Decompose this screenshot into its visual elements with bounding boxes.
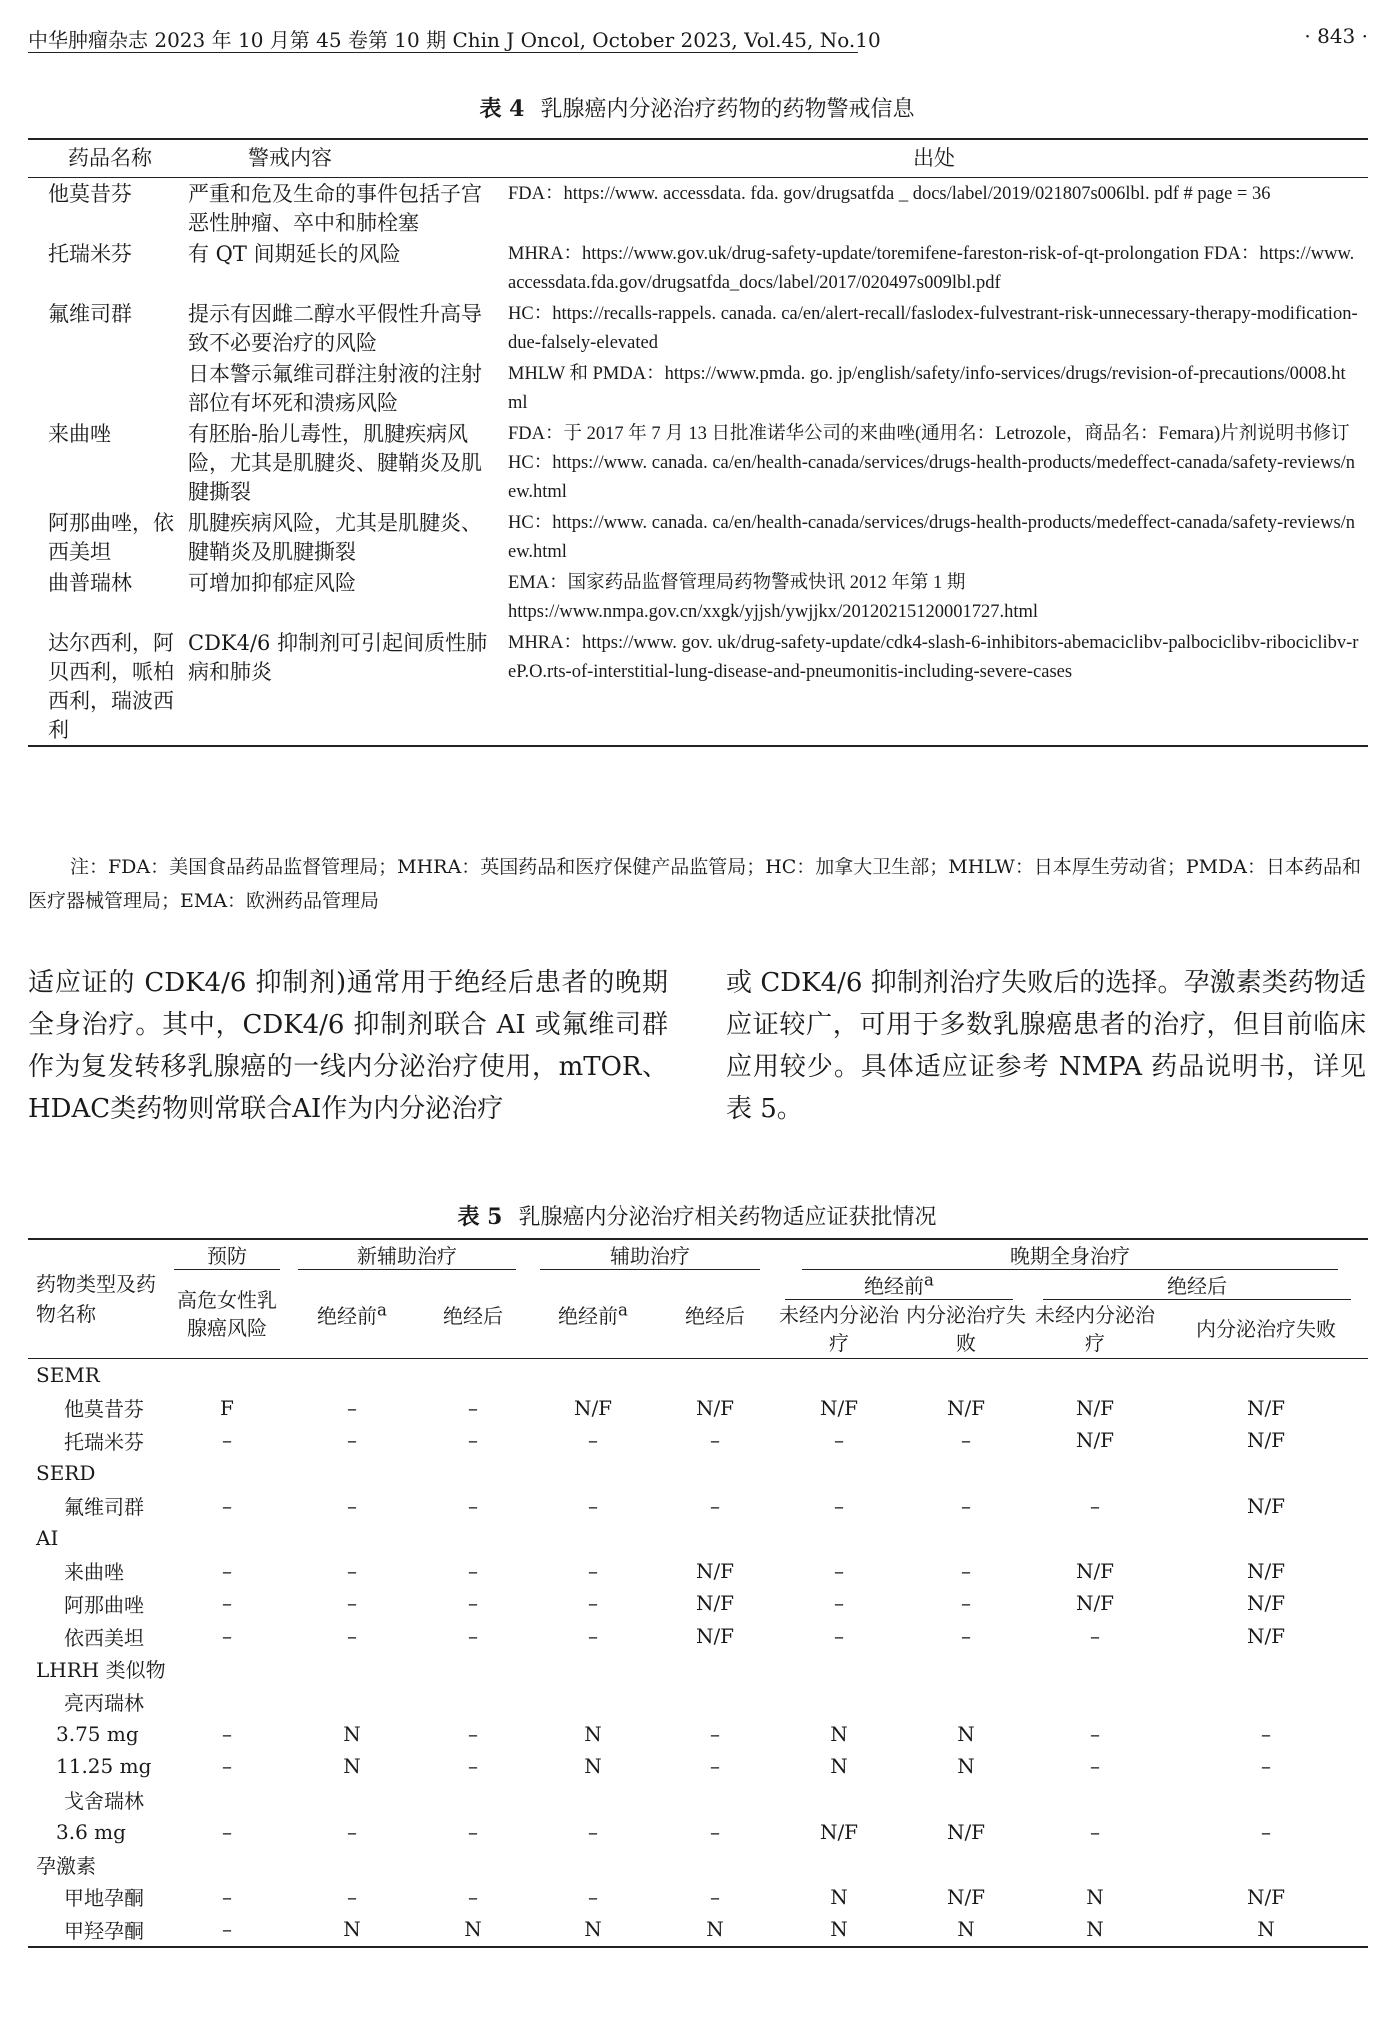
table5-value-cell: [906, 1848, 1026, 1881]
source-text: HC：https://recalls-rappels. canada. ca/en/alert-recall/faslodex-fulvestrant-risk-unnecessary-therapy-modification-due-falsely-elevated: [508, 304, 1358, 353]
table5-value-cell: N/F: [819, 1819, 859, 1844]
table5-value-cell: –: [347, 1591, 357, 1616]
table5-value-cell: N/F: [1246, 1395, 1286, 1420]
table5-value-cell: N: [957, 1917, 975, 1942]
warning-cell: 可增加抑郁症风险: [188, 571, 356, 595]
drug-name-cell: 阿那曲唑，依西美坦: [48, 511, 174, 564]
table5-value-cell: [658, 1359, 772, 1392]
table5-header-adj-pre-label: 绝经前: [558, 1303, 619, 1328]
journal-info: 中华肿瘤杂志 2023 年 10 月第 45 卷第 10 期 Chin J Oncol, October 2023, Vol.45, No.10: [28, 28, 881, 52]
source-text-secondary: HC：https://www. canada. ca/en/health-canada/services/drugs-health-products/medeffect-canada/safety-reviews/new.html: [508, 453, 1356, 502]
source-text: FDA：https://www. accessdata. fda. gov/drugsatfda _ docs/label/2019/021807s006lbl. pdf # page = 36: [508, 184, 1271, 204]
drug-name-cell: 氟维司群: [48, 302, 132, 326]
table5-value-cell: –: [347, 1493, 357, 1518]
table5-row: [28, 1489, 1368, 1522]
table5-header-adj-post: 绝经后: [685, 1303, 745, 1328]
table5-value-cell: N: [584, 1917, 602, 1942]
table5-value-cell: –: [710, 1754, 720, 1779]
table5-value-cell: –: [1090, 1721, 1100, 1746]
table5-value-cell: [418, 1652, 528, 1685]
table5-value-cell: [168, 1359, 286, 1392]
table5-row: [28, 1359, 1368, 1392]
table5-header-adj-pre-sup: a: [618, 1299, 628, 1319]
table4-header-row: [28, 139, 1368, 178]
table5-value-cell: [418, 1848, 528, 1881]
table5-value-cell: [168, 1652, 286, 1685]
table5-value-cell: –: [222, 1428, 232, 1453]
table5-label: 表 5: [457, 1204, 503, 1230]
source-cell: [508, 178, 1368, 239]
table5-value-cell: –: [588, 1819, 598, 1844]
drug-name-cell: 他莫昔芬: [48, 182, 132, 206]
table5-value-cell: –: [834, 1558, 844, 1583]
table5-value-cell: [168, 1685, 286, 1718]
table5-value-cell: –: [1090, 1624, 1100, 1649]
table5-value-cell: N/F: [695, 1624, 735, 1649]
table5-value-cell: N/F: [1246, 1428, 1286, 1453]
table4-row: [28, 567, 1368, 627]
table5-value-cell: [1026, 1522, 1164, 1555]
table5-value-cell: [906, 1359, 1026, 1392]
table5-value-cell: –: [468, 1884, 478, 1909]
table4-row: [28, 418, 1368, 507]
table5-row: [28, 1913, 1368, 1947]
table5-value-cell: –: [222, 1721, 232, 1746]
table5-drug-name: 3.75 mg: [56, 1721, 139, 1746]
table5-value-cell: [528, 1652, 658, 1685]
table5-value-cell: –: [222, 1493, 232, 1518]
table5-value-cell: –: [222, 1591, 232, 1616]
table5-value-cell: N: [830, 1754, 848, 1779]
table4-row: [28, 178, 1368, 239]
table5-value-cell: –: [710, 1721, 720, 1746]
table5-value-cell: –: [468, 1819, 478, 1844]
table5-value-cell: [1164, 1457, 1368, 1490]
table5-value-cell: N: [1086, 1917, 1104, 1942]
table5-value-cell: N/F: [946, 1819, 986, 1844]
source-cell: [508, 567, 1368, 627]
table5-value-cell: [772, 1783, 906, 1816]
table5-drug-name: 阿那曲唑: [64, 1592, 144, 1617]
table4-row: [28, 627, 1368, 746]
table5-value-cell: –: [710, 1493, 720, 1518]
table5-row: [28, 1620, 1368, 1653]
table5-drug-name: 亮丙瑞林: [64, 1690, 144, 1715]
table5-value-cell: N/F: [946, 1395, 986, 1420]
table4-row: [28, 507, 1368, 567]
table5-caption: [0, 1200, 1394, 1231]
table5-value-cell: –: [468, 1721, 478, 1746]
table5-value-cell: –: [834, 1493, 844, 1518]
table5-row: [28, 1750, 1368, 1783]
table5-value-cell: [168, 1457, 286, 1490]
table5-drug-name: 甲羟孕酮: [64, 1918, 144, 1943]
drug-name-cell: 来曲唑: [48, 422, 111, 446]
warning-cell: 有胚胎-胎儿毒性，肌腱疾病风险，尤其是肌腱炎、腱鞘炎及肌腱撕裂: [188, 422, 482, 504]
table5-value-cell: [906, 1783, 1026, 1816]
table5-value-cell: –: [468, 1395, 478, 1420]
table5-value-cell: [906, 1522, 1026, 1555]
source-cell: [508, 507, 1368, 567]
table5-drug-name: 托瑞米芬: [64, 1429, 144, 1454]
table5-value-cell: [528, 1685, 658, 1718]
source-cell: [508, 238, 1368, 298]
table5-value-cell: [658, 1848, 772, 1881]
warning-cell: 严重和危及生命的事件包括子宫恶性肿瘤、卒中和肺栓塞: [188, 182, 482, 235]
table5-value-cell: N/F: [819, 1395, 859, 1420]
table5-value-cell: –: [710, 1428, 720, 1453]
table5-value-cell: [418, 1359, 528, 1392]
table5-value-cell: N/F: [1075, 1558, 1115, 1583]
table5-header-neo-pre-label: 绝经前: [317, 1303, 378, 1328]
table5-value-cell: [1164, 1652, 1368, 1685]
table5-value-cell: –: [222, 1624, 232, 1649]
table5-value-cell: [658, 1457, 772, 1490]
source-cell: [508, 627, 1368, 746]
table5-value-cell: –: [588, 1493, 598, 1518]
table5-value-cell: –: [961, 1591, 971, 1616]
table5-value-cell: –: [834, 1624, 844, 1649]
table5-value-cell: N: [584, 1754, 602, 1779]
table4-header-drug: 药品名称: [68, 146, 152, 170]
source-text: MHRA：https://www. gov. uk/drug-safety-update/cdk4-slash-6-inhibitors-abemaciclibv-palbociclibv-ribociclibv-reP.O.rts-of-interstitial-lung-disease-and-pneumonitis-including-severe-cases: [508, 633, 1359, 682]
table5-header-neoadjuvant: [286, 1239, 528, 1270]
table5-value-cell: F: [220, 1395, 234, 1420]
table5-header-late-pre-label: 绝经前: [864, 1274, 925, 1298]
table5-value-cell: [528, 1783, 658, 1816]
drug-name-cell: [28, 358, 188, 418]
table5-value-cell: [1026, 1848, 1164, 1881]
source-text-secondary: https://www.nmpa.gov.cn/xxgk/yjjsh/ywjjkx/20120215120001727.html: [508, 602, 1038, 622]
table5-drug-name: LHRH 类似物: [36, 1658, 166, 1683]
table5-value-cell: –: [468, 1428, 478, 1453]
table5-value-cell: N/F: [1246, 1624, 1286, 1649]
table5: [28, 1238, 1368, 1948]
table5-value-cell: –: [347, 1558, 357, 1583]
table5-value-cell: [1164, 1685, 1368, 1718]
table5-header-advanced-label: 晚期全身治疗: [802, 1240, 1338, 1270]
table5-drug-name: 来曲唑: [64, 1560, 124, 1585]
table5-value-cell: –: [710, 1819, 720, 1844]
table5-value-cell: [286, 1685, 418, 1718]
table4-header-source: 出处: [913, 146, 955, 170]
table5-value-cell: [286, 1522, 418, 1555]
table5-header-late-post: [1026, 1270, 1368, 1300]
table5-value-cell: –: [468, 1493, 478, 1518]
table5-row: [28, 1652, 1368, 1685]
table5-header-highrisk: 高危女性乳腺癌风险: [177, 1288, 277, 1340]
table5-value-cell: [772, 1457, 906, 1490]
table5-header-late-post-label: 绝经后: [1043, 1270, 1351, 1300]
table5-value-cell: –: [347, 1624, 357, 1649]
table4-note: 注：FDA：美国食品药品监督管理局；MHRA：英国药品和医疗保健产品监管局；HC：加拿大卫生部；MHLW：日本厚生劳动省；PMDA：日本药品和医疗器械管理局；EMA：欧洲药品管理局: [28, 856, 1362, 912]
table5-value-cell: [1164, 1848, 1368, 1881]
warning-cell: 有 QT 间期延长的风险: [188, 242, 401, 266]
table5-value-cell: [168, 1783, 286, 1816]
table5-value-cell: N: [830, 1721, 848, 1746]
table5-header-adjuvant-label: 辅助治疗: [540, 1240, 760, 1270]
table5-value-cell: [658, 1783, 772, 1816]
table5-row: [28, 1522, 1368, 1555]
table5-value-cell: N: [706, 1917, 724, 1942]
table5-value-cell: N/F: [1246, 1884, 1286, 1909]
table5-title: 乳腺癌内分泌治疗相关药物适应证获批情况: [518, 1205, 937, 1230]
table5-value-cell: N/F: [695, 1591, 735, 1616]
source-text: FDA：于 2017 年 7 月 13 日批准诺华公司的来曲唑(通用名：Letrozole，商品名：Femara)片剂说明书修订: [508, 424, 1350, 444]
table5-value-cell: –: [468, 1624, 478, 1649]
table5-value-cell: [528, 1522, 658, 1555]
table5-row: [28, 1555, 1368, 1588]
table5-value-cell: –: [468, 1558, 478, 1583]
table5-drug-name: AI: [36, 1526, 59, 1551]
table5-value-cell: N/F: [695, 1395, 735, 1420]
table5-value-cell: [906, 1457, 1026, 1490]
table5-value-cell: –: [588, 1624, 598, 1649]
table5-row: [28, 1685, 1368, 1718]
table5-value-cell: N: [830, 1917, 848, 1942]
table5-header-neo-post: 绝经后: [443, 1303, 503, 1328]
table5-value-cell: –: [834, 1591, 844, 1616]
table5-header-neo-pre-sup: a: [377, 1299, 387, 1319]
table5-row: [28, 1718, 1368, 1751]
table5-value-cell: [772, 1685, 906, 1718]
table5-value-cell: N: [830, 1884, 848, 1909]
table5-header-post-fail: 内分泌治疗失败: [1196, 1317, 1336, 1341]
table5-value-cell: –: [710, 1884, 720, 1909]
table5-value-cell: N/F: [946, 1884, 986, 1909]
table5-value-cell: –: [961, 1428, 971, 1453]
table5-value-cell: N: [957, 1721, 975, 1746]
table5-value-cell: [286, 1457, 418, 1490]
table5-value-cell: –: [1090, 1754, 1100, 1779]
table5-row: [28, 1783, 1368, 1816]
table5-value-cell: –: [588, 1884, 598, 1909]
table5-value-cell: [286, 1652, 418, 1685]
table5-value-cell: [1164, 1522, 1368, 1555]
table5-value-cell: –: [222, 1917, 232, 1942]
table5-drug-name: 依西美坦: [64, 1625, 144, 1650]
table5-value-cell: –: [834, 1428, 844, 1453]
table5-value-cell: –: [1090, 1819, 1100, 1844]
table5-header-neoadjuvant-label: 新辅助治疗: [298, 1240, 516, 1270]
warning-cell: 肌腱疾病风险，尤其是肌腱炎、腱鞘炎及肌腱撕裂: [188, 511, 482, 564]
table4-row: [28, 238, 1368, 298]
table5-value-cell: N: [343, 1917, 361, 1942]
table5-value-cell: –: [222, 1819, 232, 1844]
table5-value-cell: [772, 1848, 906, 1881]
source-text: EMA：国家药品监督管理局药物警戒快讯 2012 年第 1 期: [508, 573, 966, 593]
table5-value-cell: [1026, 1457, 1164, 1490]
table5-value-cell: [658, 1652, 772, 1685]
table5-value-cell: [658, 1685, 772, 1718]
table4-row: [28, 358, 1368, 418]
table4-title: 乳腺癌内分泌治疗药物的药物警戒信息: [540, 97, 915, 122]
table5-drug-name: SEMR: [36, 1363, 100, 1388]
source-text: MHLW 和 PMDA：https://www.pmda. go. jp/english/safety/info-services/drugs/revision-of-precautions/0008.html: [508, 364, 1346, 413]
table5-value-cell: N/F: [1246, 1591, 1286, 1616]
table5-value-cell: N/F: [1075, 1591, 1115, 1616]
table5-row: [28, 1848, 1368, 1881]
table5-value-cell: N: [343, 1721, 361, 1746]
table5-value-cell: [168, 1848, 286, 1881]
table5-value-cell: [772, 1652, 906, 1685]
source-text: HC：https://www. canada. ca/en/health-canada/services/drugs-health-products/medeffect-canada/safety-reviews/new.html: [508, 513, 1356, 562]
source-cell: [508, 298, 1368, 358]
table5-row: [28, 1815, 1368, 1848]
table5-header-prevent: [168, 1239, 286, 1270]
table5-value-cell: –: [961, 1493, 971, 1518]
warning-cell: 日本警示氟维司群注射液的注射部位有坏死和溃疡风险: [188, 362, 482, 415]
source-cell: [508, 418, 1368, 507]
table5-value-cell: –: [468, 1591, 478, 1616]
table5-row: [28, 1424, 1368, 1457]
table4-body: [28, 178, 1368, 747]
table5-value-cell: [1026, 1685, 1164, 1718]
table5-value-cell: N/F: [1246, 1558, 1286, 1583]
running-header: [28, 24, 1368, 54]
table5-value-cell: [772, 1359, 906, 1392]
table5-value-cell: [418, 1522, 528, 1555]
table5-row: [28, 1587, 1368, 1620]
table5-value-cell: [418, 1685, 528, 1718]
table5-value-cell: N/F: [1246, 1493, 1286, 1518]
drug-name-cell: 托瑞米芬: [48, 242, 132, 266]
body-text-left: 适应证的 CDK4/6 抑制剂)通常用于绝经后患者的晚期全身治疗。其中，CDK4/6 抑制剂联合 AI 或氟维司群作为复发转移乳腺癌的一线内分泌治疗使用，mTOR、HDAC类药物则常联合AI作为内分泌治疗: [28, 968, 668, 1124]
table5-value-cell: –: [588, 1558, 598, 1583]
table5-row: [28, 1881, 1368, 1914]
table5-body: [28, 1359, 1368, 1947]
source-text: MHRA：https://www.gov.uk/drug-safety-update/toremifene-fareston-risk-of-qt-prolongation FDA：https://www.accessdata.fda.gov/drugsatfda_docs/label/2017/020497s009lbl.pdf: [508, 244, 1355, 293]
table5-header-neo-pre: [286, 1270, 418, 1359]
table5-value-cell: –: [961, 1624, 971, 1649]
table5-value-cell: [286, 1359, 418, 1392]
table5-value-cell: [528, 1359, 658, 1392]
table5-value-cell: N: [957, 1754, 975, 1779]
table5-value-cell: [418, 1783, 528, 1816]
table5-value-cell: [1026, 1359, 1164, 1392]
table5-value-cell: –: [1261, 1819, 1271, 1844]
table5-value-cell: –: [347, 1395, 357, 1420]
table5-value-cell: [1026, 1652, 1164, 1685]
table5-value-cell: –: [588, 1428, 598, 1453]
table4-caption: [0, 92, 1394, 123]
table5-value-cell: N/F: [1075, 1428, 1115, 1453]
table5-header-late-pre-group: [785, 1270, 1014, 1300]
table4: [28, 138, 1368, 747]
table5-drug-name: 孕激素: [36, 1853, 96, 1878]
table5-drug-name: 11.25 mg: [56, 1754, 152, 1779]
table5-value-cell: [168, 1522, 286, 1555]
drug-name-cell: 曲普瑞林: [48, 571, 132, 595]
table5-drug-name: 戈舍瑞林: [64, 1788, 144, 1813]
table5-value-cell: –: [961, 1558, 971, 1583]
header-rule: [28, 52, 858, 53]
table5-header-adj-pre: [528, 1270, 658, 1359]
table4-row: [28, 298, 1368, 358]
table5-header-pre-naive: 未经内分泌治疗: [779, 1303, 899, 1355]
body-text-right: 或 CDK4/6 抑制剂治疗失败后的选择。孕激素类药物适应证较广，可用于多数乳腺癌患者的治疗，但目前临床应用较少。具体适应证参考 NMPA 药品说明书，详见表 5。: [726, 968, 1366, 1124]
table5-value-cell: N: [1086, 1884, 1104, 1909]
table5-value-cell: [1164, 1783, 1368, 1816]
table5-value-cell: –: [222, 1884, 232, 1909]
table5-value-cell: [658, 1522, 772, 1555]
table5-value-cell: [418, 1457, 528, 1490]
table5-value-cell: –: [1090, 1493, 1100, 1518]
table5-header-adjuvant: [528, 1239, 772, 1270]
table5-value-cell: [1026, 1783, 1164, 1816]
table5-value-cell: N: [343, 1754, 361, 1779]
table5-header-prevent-label: 预防: [174, 1240, 280, 1270]
table5-value-cell: [286, 1783, 418, 1816]
table5-value-cell: [286, 1848, 418, 1881]
table5-header-late-pre: [772, 1270, 1026, 1300]
table5-header-name: 药物类型及药物名称: [36, 1272, 156, 1326]
table5-drug-name: 甲地孕酮: [64, 1886, 144, 1911]
table5-header-late-pre-sup: a: [924, 1270, 934, 1290]
table5-value-cell: [772, 1522, 906, 1555]
table5-value-cell: N/F: [695, 1558, 735, 1583]
table4-header-warning: 警戒内容: [248, 146, 332, 170]
table5-drug-name: SERD: [36, 1461, 96, 1486]
table4-label: 表 4: [479, 96, 525, 122]
table5-value-cell: –: [1261, 1754, 1271, 1779]
table5-value-cell: [906, 1685, 1026, 1718]
table5-value-cell: N/F: [573, 1395, 613, 1420]
table5-value-cell: –: [588, 1591, 598, 1616]
table5-value-cell: [528, 1848, 658, 1881]
table5-value-cell: [906, 1652, 1026, 1685]
table5-drug-name: 3.6 mg: [56, 1819, 126, 1844]
page-number: · 843 ·: [1304, 24, 1368, 48]
table5-drug-name: 氟维司群: [64, 1495, 144, 1520]
table5-header-advanced: [772, 1239, 1368, 1270]
warning-cell: CDK4/6 抑制剂可引起间质性肺病和肺炎: [188, 631, 488, 684]
source-cell: [508, 358, 1368, 418]
table5-value-cell: N/F: [1075, 1395, 1115, 1420]
drug-name-cell: 达尔西利，阿贝西利，哌柏西利，瑞波西利: [48, 631, 174, 742]
table5-value-cell: N: [464, 1917, 482, 1942]
table5-header-post-naive: 未经内分泌治疗: [1035, 1303, 1155, 1355]
table5-value-cell: –: [347, 1428, 357, 1453]
table5-header-pre-fail: 内分泌治疗失败: [906, 1303, 1026, 1355]
table5-value-cell: –: [347, 1884, 357, 1909]
table5-value-cell: –: [1261, 1721, 1271, 1746]
table5-row: [28, 1457, 1368, 1490]
table5-drug-name: 他莫昔芬: [64, 1397, 144, 1422]
table5-value-cell: –: [222, 1558, 232, 1583]
table5-value-cell: –: [347, 1819, 357, 1844]
table5-value-cell: [1164, 1359, 1368, 1392]
table5-value-cell: N: [1257, 1917, 1275, 1942]
table5-value-cell: –: [222, 1754, 232, 1779]
table5-value-cell: –: [468, 1754, 478, 1779]
table5-value-cell: [528, 1457, 658, 1490]
table5-value-cell: N: [584, 1721, 602, 1746]
table5-row: [28, 1392, 1368, 1425]
warning-cell: 提示有因雌二醇水平假性升高导致不必要治疗的风险: [188, 302, 482, 355]
